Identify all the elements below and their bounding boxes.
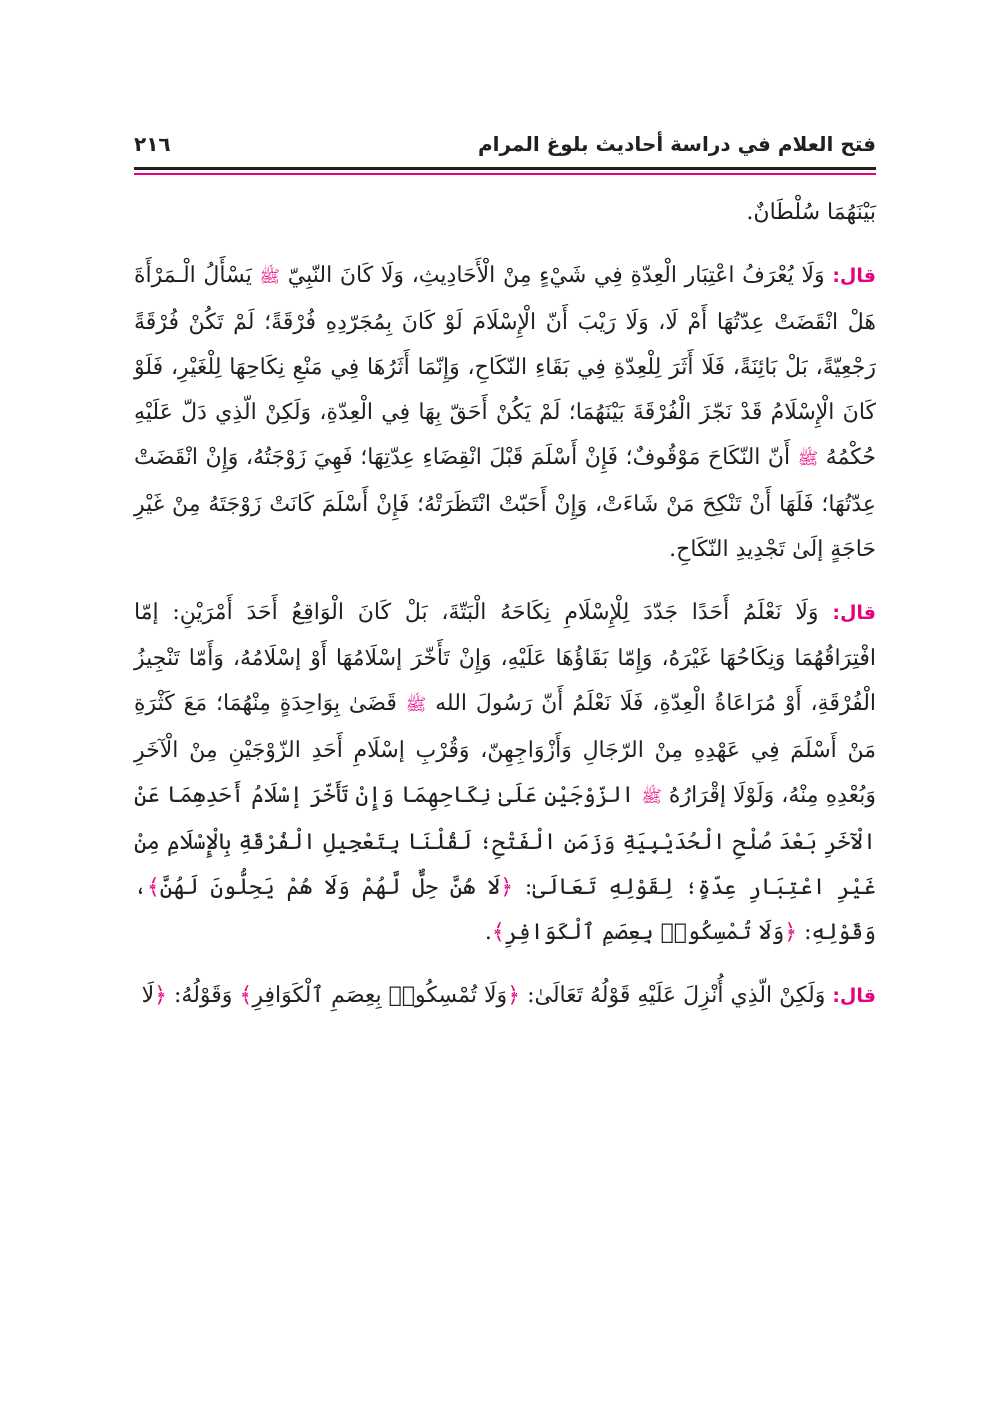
header-rule [134, 167, 876, 170]
quran-bracket-open: ﴿ [154, 983, 167, 1008]
quran-verse: وَلَا تُمْسِكُوا۟ بِعِصَمِ ٱلْكَوَافِرِ [252, 983, 508, 1008]
paragraph-2 [134, 590, 876, 955]
paragraph-1 [134, 253, 876, 572]
quran-verse: لَا هُنَّ حِلٌّ لَّهُمْ وَلَا هُمْ يَحِلُّونَ لَهُنَّ [159, 875, 501, 900]
page-number: ٢١٦ [134, 132, 171, 156]
paragraph-text: وَلَا يُعْرَفُ اعْتِبَار الْعِدّةِ فِي شَيْءٍ مِنْ الْأَحَادِيثِ، وَلَا كَانَ النّبِيّ [287, 263, 825, 288]
quran-verse: لَا [141, 983, 155, 1008]
paragraph-text: وَلَا نَعْلَمُ أَحَدًا جَدّدَ لِلْإِسْلَامِ نِكَاحَهُ الْبَتّةَ، بَلْ كَانَ الْوَاقِعُ أَحَدَ أَمْرَيْنِ: إمّا افْتِرَاقُهُمَا وَنِكَاحُهَا غَيْرَهُ، وَإِمّا بَقَاؤُهَا عَلَيْهِ، وَإِنْ تَأَخّرَ إسْلَامُهَا أَوْ إسْلَامُهُ، وَأَمّا تَنْجِيزُ الْفُرْقَةِ، أَوْ مُرَاعَاةُ الْعِدّةِ، فَلَا نَعْلَمُ أَنّ رَسُولَ الله [134, 600, 877, 716]
speaker-label: قال: [832, 985, 876, 1007]
paragraph-text: يَسْأَلُ الْـمَرْأَةَ هَلْ انْقَضَتْ عِدّتُهَا أَمْ لَا، وَلَا رَيْبَ أَنّ الْإِسْلَامَ لَوْ كَانَ بِمُجَرّدِهِ فُرْقَةً؛ لَمْ تَكُنْ فُرْقَةً رَجْعِيّةً، بَلْ بَائِنَةً، فَلَا أَثَرَ لِلْعِدّةِ فِي بَقَاءِ النّكَاحِ، وَإِنّمَا أَثَرُهَا فِي مَنْعِ نِكَاحِهَا لِلْغَيْرِ، فَلَوْ كَانَ الْإِسْلَامُ قَدْ نَجّزَ الْفُرْقَةَ بَيْنَهُمَا؛ لَمْ يَكُنْ أَحَقّ بِهَا فِي الْعِدّةِ، وَلَكِنْ الّذِي دَلّ عَلَيْهِ حُكْمُهُ [134, 263, 876, 470]
quran-bracket-close: ﴾ [239, 983, 253, 1008]
paragraph-text: وَقَوْلُهُ: [174, 983, 233, 1008]
salutation-mark: ﷺ [797, 449, 819, 469]
paragraph-text: الزّوْجَيْنِ عَلَىٰ نِكَاحِهِمَا وَإِنْ تَأَخّرَ إسْلَامُ أَحَدِهِمَا عَنْ الْآخَرِ بَعْدَ صُلْحِ الْحُدَيْبِيَةِ وَزَمَنِ الْفَتْحِ؛ لَقُلْنَا بِتَعْجِيلِ الْفُرْقَةِ بِالْإِسْلَامِ مِنْ غَيْرِ اعْتِبَارِ عِدّةٍ؛ لِقَوْلِهِ تَعَالَىٰ: [134, 783, 877, 900]
quran-bracket-close: ﴾ [491, 920, 505, 945]
quran-bracket-close: ﴾ [146, 875, 160, 900]
paragraph-text: . [484, 920, 492, 945]
continuation-line: بَيْنَهُمَا سُلْطَانٌ. [746, 200, 876, 225]
salutation-mark: ﷺ [405, 695, 427, 715]
quran-bracket-open: ﴿ [507, 983, 521, 1008]
paragraph-3 [134, 973, 876, 1019]
paragraph-text: وَلَكِنْ الّذِي أُنْزِلَ عَلَيْهِ قَوْلُهُ تَعَالَىٰ: [527, 983, 826, 1008]
paragraph-text: أَنّ النّكَاحَ مَوْقُوفٌ؛ فَإِنْ أَسْلَمَ قَبْلَ انْقِضَاءِ عِدّتِهَا؛ فَهِيَ زَوْجَتُهُ، وَإِنْ انْقَضَتْ عِدّتُهَا؛ فَلَهَا أَنْ تَنْكِحَ مَنْ شَاءَتْ، وَإِنْ أَحَبّتْ انْتَظَرَتْهُ؛ فَإِنْ أَسْلَمَ كَانَتْ زَوْجَتَهُ مِنْ غَيْرِ حَاجَةٍ إلَىٰ تَجْدِيدِ النّكَاحِ. [134, 445, 876, 562]
book-title: فتح العلام في دراسة أحاديث بلوغ المرام [477, 132, 876, 156]
header-rule-accent [134, 173, 876, 175]
salutation-mark: ﷺ [641, 787, 662, 807]
quran-verse: وَلَا تُمْسِكُوا۟ بِعِصَمِ ٱلْكَوَافِرِ [504, 920, 785, 945]
quran-bracket-open: ﴿ [784, 920, 798, 945]
page-body [134, 190, 876, 1019]
quran-bracket-open: ﴿ [500, 875, 514, 900]
paragraph-text: ، وَقَوْلِهِ: [134, 875, 876, 945]
speaker-label: قال: [832, 265, 876, 287]
speaker-label: قال: [832, 602, 877, 624]
paragraph-text: قَضَىٰ بِوَاحِدَةٍ مِنْهُمَا؛ مَعَ كَثْرَةِ مَنْ أَسْلَمَ فِي عَهْدِهِ مِنْ الرّجَالِ وَأَزْوَاجِهِنّ، وَقُرْبِ إسْلَامِ أَحَدِ الزّوْجَيْنِ مِنْ الْآخَرِ وَبُعْدِهِ مِنْهُ، وَلَوْلَا إقْرَارُهُ [134, 691, 877, 808]
running-header [134, 128, 876, 162]
salutation-mark: ﷺ [259, 267, 281, 287]
